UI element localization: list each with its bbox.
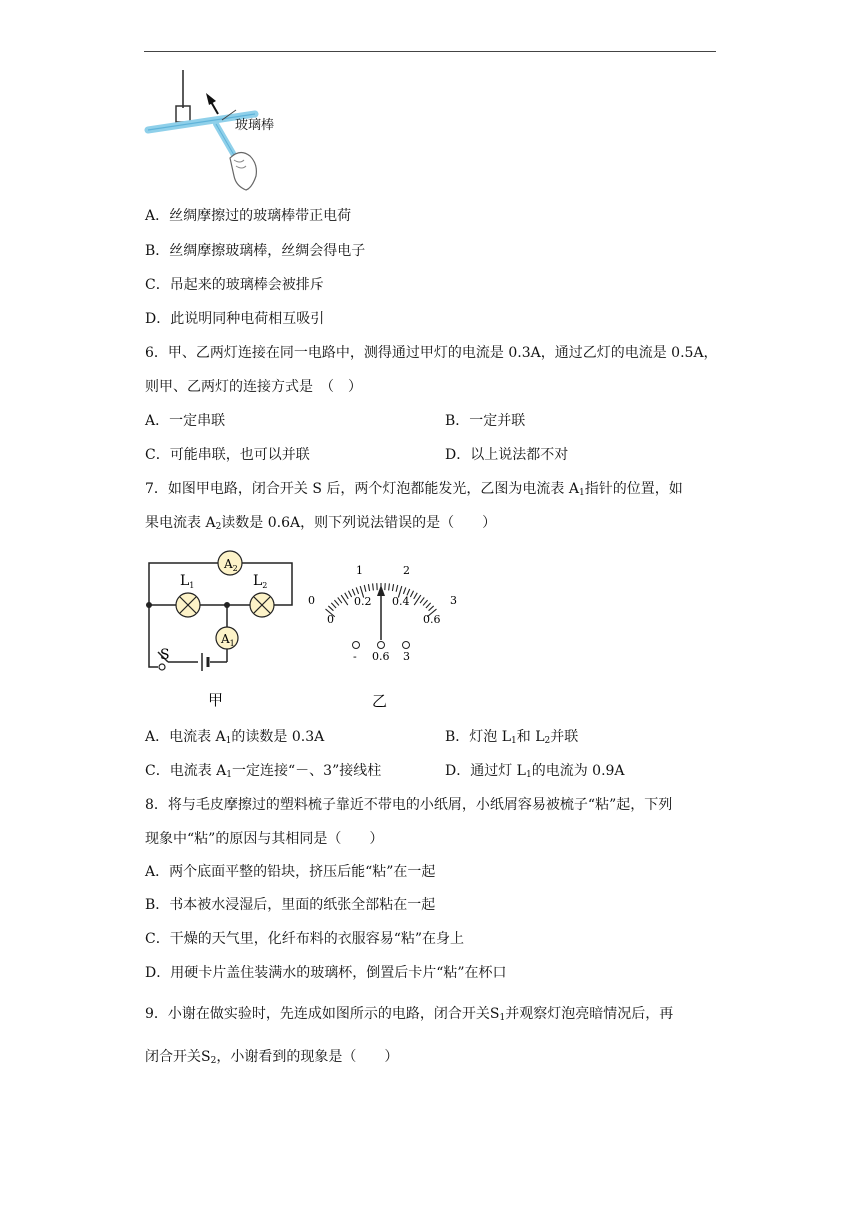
- ammeter-a2-label: $A_2$: [224, 557, 238, 573]
- dial-tick: [410, 591, 413, 597]
- q9-stem-line1: 9．小谢在做实验时，先连成如图所示的电路，闭合开关$S_1$并观察灯泡亮暗情况后，再: [145, 1006, 674, 1023]
- terminal-06: 0.6: [372, 650, 390, 663]
- dial-tick: [389, 583, 390, 590]
- bottom-tick-06: 0.6: [423, 613, 441, 626]
- bottom-tick-0: 0: [327, 613, 334, 626]
- dial-tick: [356, 587, 358, 594]
- q7-stem-line1: 7．如图甲电路，闭合开关 S 后，两个灯泡都能发光，乙图为电流表 $A_1$指针的位置，如: [145, 481, 683, 498]
- bottom-tick-04: 0.4: [392, 595, 410, 608]
- top-tick-2: 2: [403, 564, 410, 577]
- q6-option-b: B．一定并联: [445, 413, 526, 429]
- q8-option-c: C．干燥的天气里，化纤布料的衣服容易“粘”在身上: [145, 931, 465, 947]
- q7-stem-line2: 果电流表 $A_2$读数是 0.6A，则下列说法错误的是（ ）: [145, 515, 497, 532]
- q6-option-a: A．一定串联: [145, 413, 226, 429]
- meter-right-three: 3: [450, 594, 457, 607]
- dial-tick: [396, 585, 398, 592]
- circuit-caption: 甲: [208, 691, 224, 709]
- q8-option-b: B．书本被水浸湿后，里面的纸张全部粘在一起: [145, 897, 436, 913]
- q7-option-d: D．通过灯 $L_1$的电流为 0.9A: [445, 763, 625, 780]
- lamp-l1-label: $L_1$: [180, 573, 195, 590]
- glass-rod-label: 玻璃棒: [235, 118, 275, 133]
- q8-stem-line2: 现象中“粘”的原因与其相同是（ ）: [145, 831, 384, 847]
- q8-option-a: A．两个底面平整的铅块，挤压后能“粘”在一起: [145, 864, 436, 880]
- dial-tick: [331, 603, 336, 608]
- q5-option-a: A．丝绸摩擦过的玻璃棒带正电荷: [145, 208, 352, 224]
- circuit-diagram: [140, 548, 305, 713]
- dial-tick: [328, 606, 333, 611]
- dial-tick: [414, 593, 418, 599]
- bottom-tick-02: 0.2: [354, 595, 372, 608]
- terminal-3: 3: [403, 650, 410, 663]
- dial-tick: [368, 584, 369, 591]
- dial-tick: [420, 597, 424, 603]
- q6-option-c: C．可能串联，也可以并联: [145, 447, 310, 463]
- q6-option-d: D．以上说法都不对: [445, 447, 569, 463]
- dial-tick: [364, 585, 366, 592]
- switch-label: S: [160, 647, 170, 663]
- ammeter-dial: [300, 560, 465, 710]
- meter-left-zero: 0: [308, 594, 315, 607]
- q7-option-c: C．电流表 $A_1$一定连接“－、3”接线柱: [145, 763, 382, 780]
- q5-option-b: B．丝绸摩擦玻璃棒，丝绸会得电子: [145, 243, 366, 259]
- glass-rod-figure: [140, 68, 300, 193]
- q8-stem-line1: 8．将与毛皮摩擦过的塑料梳子靠近不带电的小纸屑，小纸屑容易被梳子“粘”起，下列: [145, 797, 673, 813]
- q8-option-d: D．用硬卡片盖住装满水的玻璃杯，倒置后卡片“粘”在杯口: [145, 965, 507, 981]
- dial-tick: [423, 600, 428, 605]
- lamp-l2-label: $L_2$: [253, 573, 268, 590]
- q7-option-a: A．电流表 $A_1$的读数是 0.3A: [145, 729, 325, 746]
- meter-caption: 乙: [372, 692, 388, 710]
- q5-option-c: C．吊起来的玻璃棒会被排斥: [145, 277, 324, 293]
- q9-stem-line2: 闭合开关$S_2$，小谢看到的现象是（ ）: [145, 1049, 399, 1066]
- terminal-minus: -: [353, 650, 357, 663]
- ammeter-a1-label: $A_1$: [221, 632, 235, 648]
- dial-tick: [334, 600, 339, 605]
- dial-tick: [338, 597, 342, 603]
- dial-tick: [392, 584, 393, 591]
- q6-stem-line2: 则甲、乙两灯的连接方式是 （ ）: [145, 379, 362, 395]
- dial-tick: [403, 587, 405, 594]
- header-rule: [144, 51, 716, 52]
- dial-tick: [373, 583, 374, 590]
- top-tick-1: 1: [356, 564, 363, 577]
- dial-tick: [348, 591, 351, 597]
- dial-tick: [426, 603, 431, 608]
- q6-stem-line1: 6．甲、乙两灯连接在同一电路中，测得通过甲灯的电流是 0.3A，通过乙灯的电流是 0.5A，: [145, 345, 718, 361]
- dial-tick: [429, 606, 434, 611]
- q5-option-d: D．此说明同种电荷相互吸引: [145, 311, 325, 327]
- dial-tick: [345, 593, 349, 599]
- q7-option-b: B．灯泡 $L_1$和 $L_2$并联: [445, 729, 579, 746]
